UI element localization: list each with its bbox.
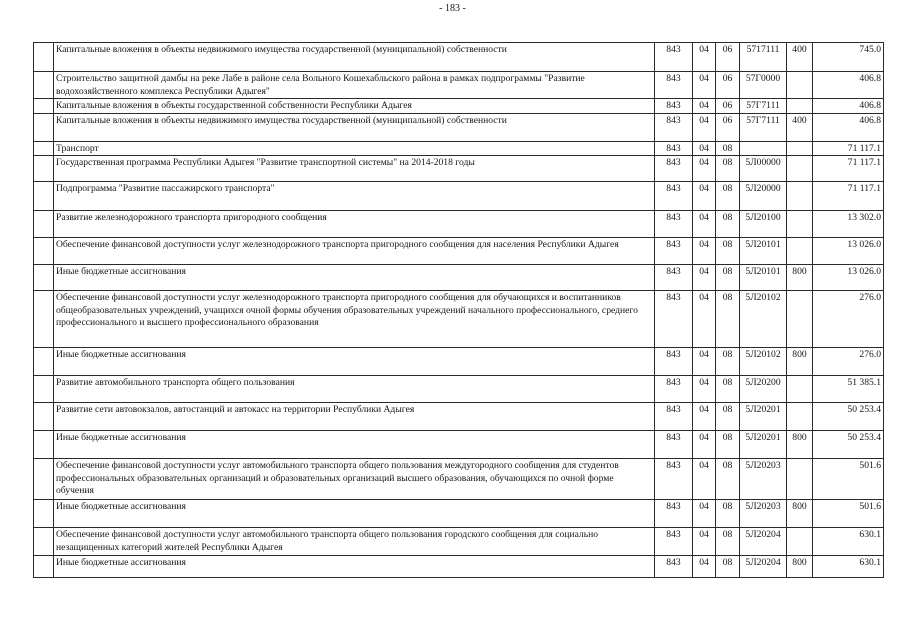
row-podrazdel-cell: 08	[716, 431, 740, 459]
row-name-cell: Иные бюджетные ассигнования	[54, 348, 655, 376]
row-grbs-cell: 843	[655, 528, 693, 556]
row-sum-cell: 630.1	[813, 556, 884, 578]
row-podrazdel-cell: 08	[716, 528, 740, 556]
row-razdel-cell: 04	[693, 431, 716, 459]
row-grbs-cell: 843	[655, 376, 693, 403]
table-row	[34, 459, 884, 500]
row-sum-cell: 71 117.1	[813, 182, 884, 211]
row-grbs-cell: 843	[655, 156, 693, 182]
row-target-article-cell: 5717111	[740, 43, 787, 72]
row-name-cell: Развитие железнодорожного транспорта пригородного сообщения	[54, 211, 655, 238]
row-expense-type-cell	[787, 156, 813, 182]
table-row	[34, 211, 884, 238]
table-row	[34, 265, 884, 291]
row-expense-type-cell	[787, 291, 813, 348]
row-sum-cell: 50 253.4	[813, 431, 884, 459]
row-blank-cell	[34, 265, 54, 291]
row-podrazdel-cell: 08	[716, 156, 740, 182]
row-target-article-cell: 5Л20203	[740, 500, 787, 528]
row-target-article-cell: 5Л20201	[740, 403, 787, 431]
row-razdel-cell: 04	[693, 72, 716, 99]
row-sum-cell: 406.8	[813, 99, 884, 114]
row-target-article-cell: 5Л20102	[740, 348, 787, 376]
row-expense-type-cell	[787, 141, 813, 156]
row-grbs-cell: 843	[655, 348, 693, 376]
row-razdel-cell: 04	[693, 99, 716, 114]
row-razdel-cell: 04	[693, 556, 716, 578]
row-sum-cell: 406.8	[813, 113, 884, 141]
row-expense-type-cell: 800	[787, 500, 813, 528]
row-razdel-cell: 04	[693, 376, 716, 403]
table-row	[34, 156, 884, 182]
row-expense-type-cell	[787, 182, 813, 211]
row-sum-cell: 501.6	[813, 459, 884, 500]
row-podrazdel-cell: 06	[716, 99, 740, 114]
row-name-cell: Обеспечение финансовой доступности услуг железнодорожного транспорта пригородного сообщения для обучающихся и воспитанников общеобразовательных учреждений, учащихся очной формы обучения образовательных учреждений начального профессионального, среднего профессионального и высшего профессионального образования	[54, 291, 655, 348]
table-row	[34, 141, 884, 156]
row-name-cell: Капитальные вложения в объекты недвижимого имущества государственной (муниципальной) собственности	[54, 113, 655, 141]
row-target-article-cell: 5Л20102	[740, 291, 787, 348]
row-sum-cell: 71 117.1	[813, 156, 884, 182]
row-name-cell: Обеспечение финансовой доступности услуг автомобильного транспорта общего пользования междугородного сообщения для студентов профессиональных образовательных организаций и образовательных организаций высшего образования, обучающихся по очной форме обучения	[54, 459, 655, 500]
table-row	[34, 556, 884, 578]
row-expense-type-cell	[787, 459, 813, 500]
row-name-cell: Обеспечение финансовой доступности услуг железнодорожного транспорта пригородного сообщения для населения Республики Адыгея	[54, 238, 655, 265]
row-blank-cell	[34, 113, 54, 141]
table-row	[34, 291, 884, 348]
row-name-cell: Иные бюджетные ассигнования	[54, 265, 655, 291]
row-podrazdel-cell: 08	[716, 291, 740, 348]
row-expense-type-cell: 400	[787, 43, 813, 72]
row-blank-cell	[34, 182, 54, 211]
row-grbs-cell: 843	[655, 403, 693, 431]
row-podrazdel-cell: 08	[716, 348, 740, 376]
row-razdel-cell: 04	[693, 211, 716, 238]
row-target-article-cell: 5Л20203	[740, 459, 787, 500]
row-podrazdel-cell: 08	[716, 556, 740, 578]
row-razdel-cell: 04	[693, 265, 716, 291]
row-expense-type-cell	[787, 99, 813, 114]
row-podrazdel-cell: 08	[716, 459, 740, 500]
row-name-cell: Развитие сети автовокзалов, автостанций и автокасс на территории Республики Адыгея	[54, 403, 655, 431]
row-sum-cell: 13 026.0	[813, 238, 884, 265]
row-blank-cell	[34, 431, 54, 459]
budget-table	[33, 42, 884, 578]
row-expense-type-cell: 400	[787, 113, 813, 141]
row-grbs-cell: 843	[655, 141, 693, 156]
row-razdel-cell: 04	[693, 238, 716, 265]
row-blank-cell	[34, 528, 54, 556]
row-target-article-cell: 5Л20000	[740, 182, 787, 211]
row-target-article-cell: 57Г0000	[740, 72, 787, 99]
row-grbs-cell: 843	[655, 238, 693, 265]
row-grbs-cell: 843	[655, 291, 693, 348]
row-sum-cell: 501.6	[813, 500, 884, 528]
row-grbs-cell: 843	[655, 211, 693, 238]
row-expense-type-cell	[787, 403, 813, 431]
row-sum-cell: 745.0	[813, 43, 884, 72]
row-blank-cell	[34, 238, 54, 265]
row-blank-cell	[34, 156, 54, 182]
row-grbs-cell: 843	[655, 72, 693, 99]
row-name-cell: Государственная программа Республики Адыгея "Развитие транспортной системы" на 2014-2018 годы	[54, 156, 655, 182]
row-expense-type-cell	[787, 72, 813, 99]
row-target-article-cell: 5Л20100	[740, 211, 787, 238]
row-target-article-cell: 5Л20204	[740, 528, 787, 556]
row-grbs-cell: 843	[655, 43, 693, 72]
table-row	[34, 72, 884, 99]
row-razdel-cell: 04	[693, 156, 716, 182]
row-expense-type-cell: 800	[787, 348, 813, 376]
row-name-cell: Капитальные вложения в объекты недвижимого имущества государственной (муниципальной) собственности	[54, 43, 655, 72]
row-target-article-cell: 57Г7111	[740, 113, 787, 141]
row-grbs-cell: 843	[655, 459, 693, 500]
row-grbs-cell: 843	[655, 500, 693, 528]
row-name-cell: Иные бюджетные ассигнования	[54, 556, 655, 578]
row-blank-cell	[34, 211, 54, 238]
row-name-cell: Иные бюджетные ассигнования	[54, 500, 655, 528]
row-podrazdel-cell: 08	[716, 376, 740, 403]
table-row	[34, 528, 884, 556]
row-expense-type-cell: 800	[787, 265, 813, 291]
row-expense-type-cell	[787, 238, 813, 265]
row-razdel-cell: 04	[693, 113, 716, 141]
row-grbs-cell: 843	[655, 99, 693, 114]
row-blank-cell	[34, 72, 54, 99]
row-razdel-cell: 04	[693, 291, 716, 348]
row-name-cell: Развитие автомобильного транспорта общего пользования	[54, 376, 655, 403]
row-grbs-cell: 843	[655, 182, 693, 211]
row-expense-type-cell	[787, 211, 813, 238]
row-podrazdel-cell: 06	[716, 43, 740, 72]
table-row	[34, 376, 884, 403]
row-name-cell: Строительство защитной дамбы на реке Лабе в районе села Вольного Кошехабльского района в рамках подпрограммы "Развитие водохозяйственного комплекса Республики Адыгея"	[54, 72, 655, 99]
row-sum-cell: 13 026.0	[813, 265, 884, 291]
row-name-cell: Подпрограмма "Развитие пассажирского транспорта"	[54, 182, 655, 211]
row-target-article-cell	[740, 141, 787, 156]
row-razdel-cell: 04	[693, 348, 716, 376]
row-sum-cell: 13 302.0	[813, 211, 884, 238]
row-blank-cell	[34, 291, 54, 348]
row-name-cell: Капитальные вложения в объекты государственной собственности Республики Адыгея	[54, 99, 655, 114]
row-podrazdel-cell: 08	[716, 403, 740, 431]
row-razdel-cell: 04	[693, 43, 716, 72]
row-podrazdel-cell: 08	[716, 211, 740, 238]
row-target-article-cell: 57Г7111	[740, 99, 787, 114]
row-blank-cell	[34, 43, 54, 72]
row-blank-cell	[34, 403, 54, 431]
row-podrazdel-cell: 06	[716, 113, 740, 141]
row-target-article-cell: 5Л00000	[740, 156, 787, 182]
row-grbs-cell: 843	[655, 556, 693, 578]
row-podrazdel-cell: 08	[716, 182, 740, 211]
row-name-cell: Транспорт	[54, 141, 655, 156]
row-razdel-cell: 04	[693, 528, 716, 556]
row-razdel-cell: 04	[693, 459, 716, 500]
row-expense-type-cell	[787, 376, 813, 403]
table-row	[34, 238, 884, 265]
row-blank-cell	[34, 348, 54, 376]
row-blank-cell	[34, 99, 54, 114]
budget-table-body	[34, 43, 884, 578]
row-blank-cell	[34, 556, 54, 578]
row-sum-cell: 51 385.1	[813, 376, 884, 403]
row-target-article-cell: 5Л20101	[740, 265, 787, 291]
row-podrazdel-cell: 08	[716, 141, 740, 156]
row-razdel-cell: 04	[693, 141, 716, 156]
table-row	[34, 43, 884, 72]
table-row	[34, 182, 884, 211]
row-name-cell: Обеспечение финансовой доступности услуг автомобильного транспорта общего пользования городского сообщения для социально незащищенных категорий жителей Республики Адыгея	[54, 528, 655, 556]
row-target-article-cell: 5Л20200	[740, 376, 787, 403]
row-target-article-cell: 5Л20101	[740, 238, 787, 265]
table-row	[34, 431, 884, 459]
row-podrazdel-cell: 08	[716, 500, 740, 528]
row-sum-cell: 406.8	[813, 72, 884, 99]
row-podrazdel-cell: 06	[716, 72, 740, 99]
row-grbs-cell: 843	[655, 431, 693, 459]
row-expense-type-cell: 800	[787, 431, 813, 459]
row-podrazdel-cell: 08	[716, 238, 740, 265]
row-blank-cell	[34, 141, 54, 156]
table-row	[34, 348, 884, 376]
table-row	[34, 403, 884, 431]
table-row	[34, 500, 884, 528]
row-podrazdel-cell: 08	[716, 265, 740, 291]
row-sum-cell: 276.0	[813, 291, 884, 348]
row-sum-cell: 50 253.4	[813, 403, 884, 431]
row-expense-type-cell	[787, 528, 813, 556]
row-target-article-cell: 5Л20201	[740, 431, 787, 459]
row-razdel-cell: 04	[693, 182, 716, 211]
table-row	[34, 99, 884, 114]
row-blank-cell	[34, 459, 54, 500]
row-razdel-cell: 04	[693, 500, 716, 528]
table-row	[34, 113, 884, 141]
row-sum-cell: 71 117.1	[813, 141, 884, 156]
row-razdel-cell: 04	[693, 403, 716, 431]
row-sum-cell: 276.0	[813, 348, 884, 376]
row-grbs-cell: 843	[655, 113, 693, 141]
row-blank-cell	[34, 376, 54, 403]
row-expense-type-cell: 800	[787, 556, 813, 578]
row-blank-cell	[34, 500, 54, 528]
row-name-cell: Иные бюджетные ассигнования	[54, 431, 655, 459]
row-grbs-cell: 843	[655, 265, 693, 291]
row-target-article-cell: 5Л20204	[740, 556, 787, 578]
row-sum-cell: 630.1	[813, 528, 884, 556]
page-number: - 183 -	[439, 3, 466, 14]
